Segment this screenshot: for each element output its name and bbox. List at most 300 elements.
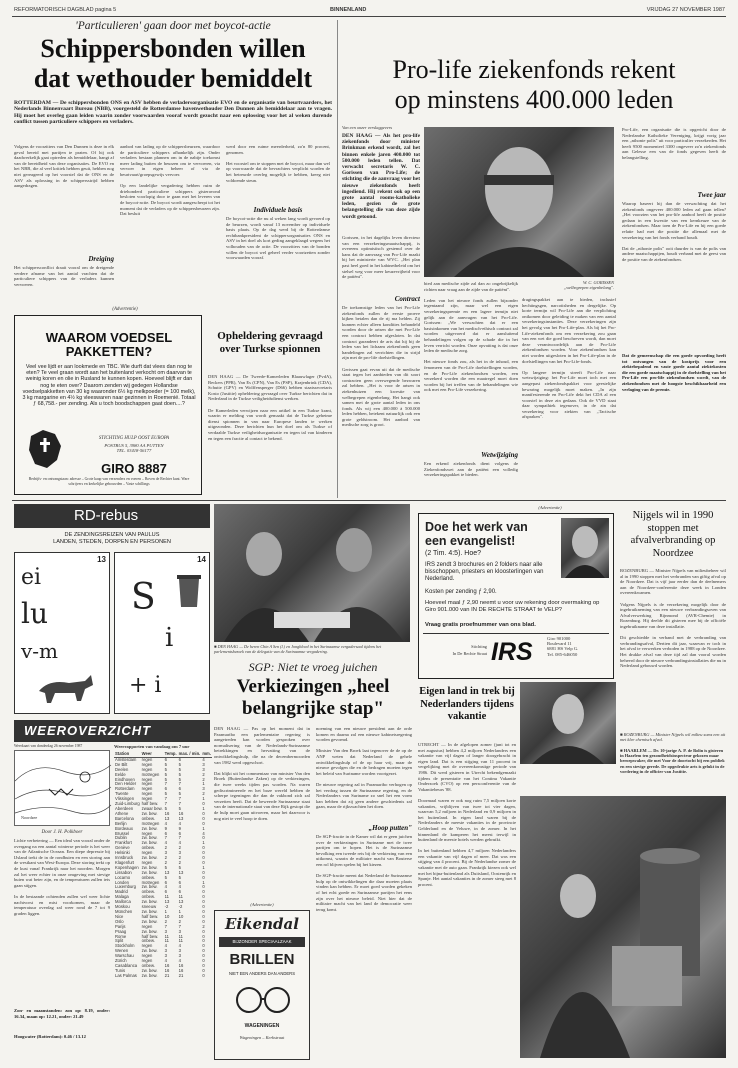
- article-subhead: Twee jaar: [697, 191, 726, 199]
- article-kicker: 'Particulieren' gaan door met boycot-actie: [75, 20, 271, 32]
- weather-table-cell: 21: [178, 972, 184, 978]
- weather-table-cell: zw. bew.: [141, 840, 158, 846]
- weather-table-header: Station: [114, 752, 141, 757]
- weather-table-cell: 5: [178, 864, 181, 870]
- weather-table-cell: Frankfort: [115, 840, 132, 846]
- article-subhead: Individuele basis: [253, 206, 303, 214]
- photo-chemical-waste: [520, 796, 726, 1058]
- weather-table-cell: 0: [202, 855, 205, 861]
- weather-table-cell: 6: [178, 879, 181, 885]
- weather-table-cell: 4: [164, 840, 167, 846]
- weather-table-cell: Wenen: [115, 948, 129, 954]
- page-header-left: REFORMATORISCH DAGBLAD pagina 5: [14, 7, 117, 13]
- article-col2: noeming van een nieuwe president aan de orde komen en daarna zal een nieuwe kabinetsregering worden gevormd. Minister Van den Broek laat tegenover de de op de ANP weten dat Nederland de gehele ontwikkelingshulp of de op haar vrij, maar de nieuwe gevolgen die en de bedragen moeten tegen het beleid van Suriname worden voortgezet. De nieuwe regering zal in Paramaribo verhogen op het verdrag tussen de Surinaamse regering, en de Nederlanders van Suriname zo snel het een vorm kan hebben dat zij geen andere geschiedenis zal gaan, maar de rijkswachten het doen.: [316, 726, 412, 810]
- weather-table-cell: 6: [178, 786, 181, 792]
- weather-table-cell: 16: [164, 967, 170, 973]
- page-header-right: VRIJDAG 27 NOVEMBER 1987: [646, 7, 725, 13]
- page-header-center: BINNENLAND: [330, 7, 367, 13]
- ad-contact: Giro 901000 Boulevard 11 6881 HS Velp G. Tel. 085-646050: [547, 636, 579, 657]
- weather-table-cell: 11: [178, 894, 184, 900]
- weather-table-cell: 10: [178, 913, 184, 919]
- weather-table-cell: 5: [178, 791, 181, 797]
- weather-table-cell: Oslo: [115, 918, 124, 924]
- column-separator: [337, 20, 338, 498]
- photo-caption: W. C. GORISSEN „welbegrepen eigenbelang".: [563, 280, 614, 291]
- weather-table-cell: onbew.: [141, 874, 155, 880]
- weather-table-cell: 5: [178, 771, 181, 777]
- weather-table-cell: regen: [141, 796, 153, 802]
- weather-table-cell: Zürich: [115, 958, 127, 964]
- weather-table-cell: -2: [178, 904, 183, 910]
- article-subhead: Wetwijziging: [481, 451, 518, 459]
- rebus-puzzle-13[interactable]: [14, 552, 110, 714]
- weather-table-cell: 1: [202, 796, 205, 802]
- ad-footnote: Bedrijfs- en ontvangstaan: adresse – Grote kaap van verzenders en voeren – Boven de Rechter kant. Ware schrijvers en kerkelijke gebouwden – Vaste schillings: [28, 477, 190, 486]
- weather-table-cell: Madrid: [115, 889, 128, 895]
- weather-table-cell: 11: [178, 933, 184, 939]
- weather-table-cell: Nice: [115, 913, 124, 919]
- rebus-title-bar: [14, 504, 210, 528]
- weather-table-cell: Aberdeen: [115, 805, 134, 811]
- weather-table-cell: regen: [141, 850, 153, 856]
- article-col3b: De boycot-actie die nu al weken lang wordt gevoerd op de beurzen, wordt vanaf 13 november op individuele basis plaats. Op de dag werd bij de Rotterdamse rechtbankpresident de schippersorganisaties ONS en ASV in het doel als kort geding aangeklaagd wegens het volhouden van de actie. De voorzitters van de bonden willen de boycot wel geheel verder voortzetten zonder voorwaarden vooraf.: [226, 216, 332, 261]
- ad-question: Hoeveel maal ƒ 2,90 neemt u voor uw rekening door overmaking op Giro 901.000 van IN DE RECHTE STRAAT te VELP?: [425, 600, 600, 613]
- weather-table-cell: 2: [178, 855, 181, 861]
- pot-icon: [173, 571, 205, 611]
- weather-tide: Hoogwater (Rotterdam): 0.46 / 13.12: [14, 1034, 86, 1039]
- ad-org: STICHTING HULP OOST EUROPA: [98, 436, 170, 441]
- weather-table-cell: Eelde: [115, 771, 126, 777]
- weather-table-cell: Casablanca: [115, 962, 138, 968]
- ad-title-line2: PAKKETTEN?: [65, 344, 153, 359]
- weather-table-cell: regen: [141, 756, 153, 762]
- weather-table-cell: 2: [202, 791, 205, 797]
- weather-map-caption: Weerkaart van donderdag 26 november 1987: [14, 744, 83, 748]
- article-body: ROZENBURG — Minister Nijpels van milieubeheer wil al in 1990 stoppen met het verbranden van giftig afval op de Noordzee. Dat is vijf jaar eerder dan de deelnemers aan de Noordzee-conferentie deze week in Londen overeenkwamen. Volgens Nijpels is de verzekering mogelijk door de ingebruikneming van een nieuwe verbrandingsoven van Afvalverwerking Rijnmond (AVR-Chemie) in Rozenburg. Hij deelde dit gisteren mee bij de officiële ingebruikname van deze installatie. Dit geschiedde in verband met de verbranding van verbrandingsafval, Dertien dit jaar, waarvan er toch in het afval te verwerken verboden in 1988 op de Noordzee. Het drukke afval van deze tijd zal dan vooral worden beheerd door de nieuwe verbrandingsinstallaties die nu in Nederland gebouwd worden.: [620, 568, 727, 669]
- weather-table-cell: regen: [141, 953, 153, 959]
- weather-table-cell: 0: [202, 962, 205, 968]
- article-byline: Van een onzer verslaggevers: [342, 125, 393, 130]
- weather-table-cell: zw. bew.: [141, 972, 158, 978]
- weather-table-cell: Barcelona: [115, 815, 134, 821]
- rebus-puzzle-14[interactable]: [114, 552, 210, 714]
- photo-gorissen: [424, 127, 614, 277]
- ad-body: Veel vee lijdt er aan lookmede en TBC. Wie durft dat vlees dan nog te eten? Te veel graan wordt aan het buitenland verkocht om daarvan te weinig koren en olie in Rusland te kunnen kopen. Hoeveel blijft er dan nog te eten over? Daarom zenden wij gedegen Hollandse voedselpakketten van 30 kg waaronder 6½ kg melkpoeder (= 100 melk), 3 kg margarine en 4½ kg vleeswaren naar gezinnen in Roemenië. Totaal ƒ 68,758.- per zending. Als u toch boodschappen gaat doen....?: [22, 364, 196, 408]
- weather-table-cell: -2: [164, 904, 169, 910]
- weather-table-cell: 0: [202, 967, 205, 973]
- weather-table-cell: 5: [178, 776, 181, 782]
- article-kicker: SGP: Niet te vroeg juichen: [248, 660, 378, 674]
- weather-table-cell: 0: [202, 894, 205, 900]
- glasses-icon: [233, 983, 293, 1017]
- article-col1b: Het schippersconflict draait vooral om de dreigende verdere afname van het aantal vrachten dat de particuliere schippers van de verladers kunnen vervoeren.: [14, 265, 116, 287]
- weather-table-cell: 2: [178, 859, 181, 865]
- weather-table-cell: Berlijn: [115, 820, 127, 826]
- weather-table-cell: regen: [141, 958, 153, 964]
- weather-table-cell: motregen: [141, 771, 160, 777]
- weather-table-cell: 0: [202, 801, 205, 807]
- photo-caption: ■ HAARLEM — Dr. 10-jarige A. P. de Bolin is gisteren in Haarlem ten gezondheidsinspecteur gekozen maar beroepsvaker, die met Voor de doortocht bij een publiek en een stevige gerede. De opgedrukte arts is gelukt in de vordering in de officier van Justitie.: [620, 748, 725, 774]
- weather-table-cell: Amsterdam: [115, 756, 137, 762]
- weather-table-cell: 0: [202, 845, 205, 851]
- weather-table-cell: 4: [178, 958, 181, 964]
- ad-tag: (Advertentie): [112, 307, 138, 312]
- weather-table-cell: 3: [202, 766, 205, 772]
- weather-table-cell: 0: [202, 810, 205, 816]
- ad-giro: GIRO 8887: [101, 461, 167, 476]
- weather-table-cell: half bew.: [141, 913, 159, 919]
- weather-table-cell: 0: [202, 904, 205, 910]
- weather-table-cell: zw. bew.: [141, 967, 158, 973]
- weather-table-cell: 0: [202, 884, 205, 890]
- weather-table-cell: 5: [164, 761, 167, 767]
- weather-table-cell: regen: [141, 830, 153, 836]
- weather-table-cell: 4: [164, 884, 167, 890]
- article-subhead: Dreiging: [88, 255, 114, 263]
- weather-table-cell: 1: [202, 805, 205, 811]
- article-col3: dragingspakket aan te bieden, inclusief hechtingsgen, narcotisheden en dergelijke. Op korte termijn wil Pro-Life aan die verplichting ontkomen door geleiding te maken van een aantal verzekeringsinstanties. Deze verzekeringen zijn het gevolg van het Pro-Life-plan. Als bij het Pro-Life-ziekenfonds om een verzekering zou gaan van een wet die goed beschreven wordt, dan moet deze verantwoordelijk aan de Pro-Life ziekenfondsen worden. Voor ziekenfondsen kan niet worden uitgesloten in het Pro-Life-plan in de doelstellingen van het Pro-Life-fonds. Op langere termijn streeft Pro-Life naar wetswijziging: het Pro-Life moet toch met een aangepast ziekenfondspakket voor geestelijke bewaring mogelijk moet maken. „In zijn manifesterende en Pro-Life dekt het CDA al een voorstel in deze zin gedaan. Ook de VVD staat daar sympathiek tegenover, in de zin dat verzekering voor ziekten van „Tactische afspraken".: [522, 297, 616, 420]
- header-rule: [12, 16, 726, 17]
- weather-table-cell: 0: [202, 899, 205, 905]
- weather-table-cell: zw. bew.: [141, 855, 158, 861]
- weather-table-cell: 13: [178, 899, 184, 905]
- weather-table-cell: Mallorca: [115, 899, 131, 905]
- weather-table-cell: Stockholm: [115, 943, 135, 949]
- weather-table-cell: Eindhoven: [115, 776, 135, 782]
- weather-table-cell: regen: [141, 786, 153, 792]
- weather-map: [14, 750, 110, 826]
- article-col1: DEN HAAG — Pas op het moment dat in Paramaribo een parlementaire regering is aangetreden kan worden gesproken over normalisering van de Nederlands-Surinaamse betrekkingen en hervatting van de ontwikkelingshulp, die na de decembermoorden van 1982 werd opgeschort. Dat blijkt uit het commentaar van minister Van den Broek (Buitenlandse Zaken) op de verkiezingen, die twee weeks tijden pas worden. Na waren gediscrimineerde en het boze wereld hebben de scherpe tegeningen die dan de vakbond zich zal verzetten heeft. Dat de beweerde Surinaamse staat van de internationale staat van deze Rijk gestopt die de hulp moet gaan uitvoeren, maar het daarvoor is nog niet te veel hoop te doen.: [214, 726, 310, 821]
- weather-table-cell: 4: [164, 943, 167, 949]
- weather-table-cell: zw. bew.: [141, 825, 158, 831]
- weather-table-cell: zw. bew.: [141, 909, 158, 914]
- weather-table-cell: 7: [164, 796, 167, 802]
- weather-table-cell: 13: [178, 869, 184, 875]
- ad-eikendal[interactable]: [214, 910, 310, 1060]
- article-headline-line1: Pro-life ziekenfonds rekent: [392, 55, 676, 84]
- weather-table-cell: regen: [141, 776, 153, 782]
- weather-table-row: [114, 974, 212, 979]
- photo-suriname-delegation: [214, 504, 410, 642]
- weather-table-cell: half bew.: [141, 933, 159, 939]
- weather-table: [114, 752, 212, 979]
- weather-table-cell: onbew.: [141, 889, 155, 895]
- weather-table-cell: Athene: [115, 810, 129, 816]
- weather-header-bar: [14, 720, 210, 742]
- weather-table-cell: 0: [202, 820, 205, 826]
- weather-table-cell: Parijs: [115, 923, 126, 929]
- article-subhead: „Hoop putten": [368, 824, 412, 832]
- weather-table-cell: 5: [164, 776, 167, 782]
- weather-table-cell: Tunis: [115, 967, 126, 973]
- article-headline-line2: dat wethouder bemiddelt: [33, 64, 313, 93]
- weather-table-cell: 11: [178, 938, 184, 944]
- weather-table-cell: 3: [178, 850, 181, 856]
- ad-title-line1: WAAROM VOEDSEL: [45, 330, 173, 345]
- weather-table-cell: 5: [178, 874, 181, 880]
- weather-table-cell: 0: [202, 943, 205, 949]
- weather-table-cell: Split: [115, 938, 124, 944]
- weather-table-cell: 2: [164, 859, 167, 865]
- article-col1: Gorissen, in het dagelijks leven directeur van een verzekeringsmaatschappij, is overeens optimistisch gestemd over de kans dat de aanvraag van Pro-Life maakt bij het ministerie van WVC. „Het plan past heel goed in het kabinetbeleid om het stelsel weg voor meer keuzevrijheid voor de patiënt".: [342, 235, 422, 280]
- article-headline: Nijgels wil in 1990 stoppen met afvalverbranding op Noordzee: [630, 510, 716, 559]
- weather-table-cell: zw. bew.: [141, 810, 158, 816]
- rebus-line: ei: [21, 565, 42, 590]
- weather-table-cell: 0: [202, 948, 205, 954]
- weather-table-cell: Vlissingen: [115, 796, 135, 802]
- ad-town: WAGENINGEN: [244, 1023, 280, 1029]
- weather-table-cell: 7: [178, 781, 181, 787]
- article-subhead: Contract: [394, 295, 420, 303]
- rebus-line: lu: [21, 597, 48, 630]
- weather-table-cell: regen: [141, 923, 153, 929]
- weather-table-cell: 6: [164, 879, 167, 885]
- weather-table-cell: 3: [164, 928, 167, 934]
- weather-table-cell: 1: [202, 840, 205, 846]
- article-pro-life: [342, 55, 726, 500]
- ad-footer-rule: [423, 633, 609, 634]
- weather-table-cell: 7: [178, 835, 181, 841]
- photo-evangelist-portrait: [561, 518, 609, 578]
- weather-table-cell: De Bilt: [115, 761, 128, 767]
- weather-table-cell: Deelen: [115, 766, 129, 772]
- weather-table-cell: Genève: [115, 845, 130, 851]
- weather-table-cell: 2: [164, 918, 167, 924]
- weather-table-cell: Locarno: [115, 874, 131, 880]
- weather-table-cell: 4: [178, 820, 181, 826]
- article-lead: ROTTERDAM — De schippersbonden ONS en ASV hebben de verladersorganisatie EVO en de organisatie van beurtvaarders, het Nederlands Binnenvaart Bureau (NBB), voorgesteld de Rotterdamse havenwethouder Den Dunnen als bemiddelaar aan te vragen. Hij moet het overleg gaan leiden waarin zonder voorwaarden vooraf wordt gezocht naar een oplossing voor het al weken durende conflict tussen particuliere schippers en verladers.: [14, 100, 334, 125]
- weather-table-cell: 6: [164, 889, 167, 895]
- ad-ref: (2 Tim. 4:5). Hoe?: [425, 550, 482, 557]
- weather-table-cell: 0: [202, 928, 205, 934]
- weather-table-cell: 4: [178, 943, 181, 949]
- weather-table-cell: 2: [178, 918, 181, 924]
- weather-table-header: Weer: [141, 752, 164, 757]
- photo-caption: ■ ROZENBURG — Minister Nijpels wil milieu soms een uit met klee chemisch afval.: [620, 732, 726, 743]
- weather-table-cell: 2: [202, 776, 205, 782]
- ad-irs-evangelist[interactable]: [418, 513, 614, 679]
- ad-body: IRS zendt 3 brochures en 2 folders naar alle bisschoppen, priesters en kloosterlingen van Nederland.: [425, 562, 544, 583]
- weather-table-cell: 13: [178, 815, 184, 821]
- weather-table-cell: zw. bew.: [141, 864, 158, 870]
- weather-table-cell: 3: [164, 953, 167, 959]
- weather-table-cell: 6: [178, 830, 181, 836]
- article-col1b: De toekomstige leden van het Pro-Life ziekenfonds zullen de eerste proeve kijken betalen dan de rij ma helden. Zij kunnen echter alleen kondities behandeld worden door de artsen die met Pro-Life een contract hebben afgesloten. In dat contract garandeert de arts dat hij bij de leden van het lichaam ziekenfonds geen handelingen zal verrichten die in strijd zijn met de pro-life doelstellingen. Gerissen gaat ervan uit dat de medische staat tegen het aanbieden van dit soort contracten geen overwegende bezwaren zal hebben. „Het is voor de artsen in ziekenhuizen een kwestie van welbegrepen eigenbelang. Het hangt ook samen met de grote aantal leden in ons fonds. Als wij een 400.000 à 500.000 leden hebben, betekent natuurlijk ook een grote geldstroom. Het aanbod van medische zorg is groot.: [342, 305, 420, 428]
- weather-table-cell: 7: [164, 835, 167, 841]
- weather-table-cell: Las Palmas: [115, 972, 137, 978]
- weather-table-cell: 7: [178, 796, 181, 802]
- ad-sub: NIET EEN ANDERS DAN ANDERS: [228, 971, 295, 976]
- weather-table-cell: 5: [164, 805, 167, 811]
- weather-table-cell: 2: [178, 845, 181, 851]
- weather-table-cell: 4: [202, 756, 205, 762]
- weather-table-cell: 7: [164, 923, 167, 929]
- weather-table-cell: 0: [202, 874, 205, 880]
- ad-address: POSTBUS 5, 3980 AA PUTTEN TEL. 03418-56177: [104, 443, 164, 454]
- ad-voedselpakketten[interactable]: [14, 315, 202, 495]
- weather-table-cell: zw. bew.: [141, 884, 158, 890]
- weather-table-cell: 7: [164, 801, 167, 807]
- weather-table-cell: 16: [164, 810, 170, 816]
- rebus-line: S: [131, 577, 156, 618]
- weather-table-cell: 0: [202, 953, 205, 959]
- weather-table-cell: 0: [202, 889, 205, 895]
- weather-table-cell: zw. bew.: [141, 948, 158, 954]
- photo-haarlem: [520, 682, 616, 764]
- ad-brand: Eikendal: [225, 915, 299, 933]
- weather-table-cell: 1: [202, 825, 205, 831]
- article-col4: Pro-Life, een organisatie die is opgericht door de Nederlandse Katholieke Vereniging, krijgt vorig jaar een „nihonie polis" uit voor particulier verzekerden. Het heeft 9500 momenteel 3300 ongeveer zo'n ziekenfonds aan Gelesse een van de fonds gegeven heeft de belangstelling.: [622, 127, 728, 160]
- weather-table-cell: 3: [164, 948, 167, 954]
- weather-table-cell: zw. bew.: [141, 918, 158, 924]
- weather-table-cell: 13: [164, 899, 170, 905]
- weather-table-container: [114, 752, 210, 1058]
- irs-logo: IRS: [491, 638, 533, 666]
- weather-table-cell: 6: [178, 889, 181, 895]
- weather-table-cell: 0: [202, 913, 205, 919]
- weather-table-cell: 1: [202, 879, 205, 885]
- weather-table-cell: regen: [141, 781, 153, 787]
- weather-table-cell: Lissabon: [115, 869, 132, 875]
- ad-cta[interactable]: Vraag gratis proefnummer van ons blad.: [425, 622, 536, 628]
- article-headline-line2: belangrijke stap": [242, 698, 384, 719]
- weather-author: Door J. H. Polkboer: [41, 830, 83, 835]
- weather-table-cell: 2: [202, 923, 205, 929]
- ad-tagline-bar: [219, 937, 305, 947]
- weather-table-cell: onbew.: [141, 962, 155, 968]
- map-icon: [25, 428, 65, 472]
- weather-table-cell: regen: [141, 791, 153, 797]
- weather-table-header: mm.: [202, 751, 211, 756]
- weather-table-cell: 3: [178, 953, 181, 959]
- weather-table-cell: 5: [164, 771, 167, 777]
- weather-table-cell: 4: [164, 958, 167, 964]
- weather-table-cell: 4: [202, 830, 205, 836]
- weather-table-cell: regen: [141, 859, 153, 865]
- weather-table-cell: 5: [164, 864, 167, 870]
- weather-table-cell: Twente: [115, 791, 129, 797]
- weather-table-cell: 16: [164, 962, 170, 968]
- article-lead: DEN HAAG — Als het pro-life ziekenfonds door minister Brinkman erkend wordt, zal het binnen enkele jaren 400.000 tot 500.000 leden tellen. Dat verwacht secretaris W. C. Gorissen van Pro-Life; de stichting die de aanvraag voor het nieuwe ziekenfonds heeft ingediend. Hij rekent ook op een grote aantal rooms-katholieke leden, gezien de grote belangstelling die van deze zijde wordt getoond.: [342, 133, 422, 220]
- ad-footer: Wageningen – Kerkstraat: [239, 1035, 285, 1040]
- weather-table-cell: 7: [178, 923, 181, 929]
- weather-table-cell: 4: [178, 884, 181, 890]
- weather-table-header: max. / min.: [178, 751, 201, 756]
- weather-table-cell: München: [115, 909, 133, 914]
- section-rule: [12, 500, 726, 501]
- ad-tag: (Advertentie): [250, 902, 274, 907]
- weather-table-cell: Londen: [115, 879, 129, 885]
- weather-table-cell: 5: [178, 805, 181, 811]
- weather-table-cell: 6: [164, 786, 167, 792]
- rebus-number: 13: [97, 555, 106, 564]
- article-col2b: De SGP-fractie in de Kamer wil dat er geen juichen over de verkiezingen in Suriname met de twee partijen om te hopen. Het is de Surinaamse bevolking een tweede reis bij de verkiezing van een uitkomst, waarin de militaire macht van Bouterse een rol blijven spelen bij het kiezen. De SGP-fractie meent dat Nederland de Surinaamse hulp op de ontwikkelingen die daar moeten plaats vinden kan hebben. Er moet goed worden gekeken of het echt goede en Surinaamse partijen het eens zijn over het nieuwe beleid. Niet hier dat de militaire macht van het land de democratie weer terug komt.: [316, 834, 412, 912]
- rebus-subtitle: DE ZENDINGSREIZEN VAN PAULUS LANDEN, STEDEN, DORPEN EN PERSONEN: [53, 532, 171, 545]
- article-headline-line2: op minstens 400.000 leden: [394, 85, 674, 114]
- weather-table-cell: 1: [178, 909, 181, 914]
- photo-caption: ■ DEN HAAG — De heren Chin A Sen (l.) en Jongbloed in het Surinaamse vergadersaal tijdens het parlementsbezoek van de delegatie van de Surinaamse vergadering.: [214, 644, 382, 654]
- weather-body: Lichte verbetering — Een ideal van vooral onder de overgang na een aantal winterse periode is het weer van de Atlantische Oceaan. Een diepe depressie bij IJsland trekt de in de rondbuien en een storing aan de westkant van West-Europa. Deze storing trekt op de kust vanaf Frankrijk naar het noorden. Morgen zal het weer echter in onze omgeving met stevige buien wat beter zijn, en de temperaturen zullen iets gaan stijgen. In de bestaande ochtenden zullen wel weer lichte nachtvorst en mist voorkomen, maar de temperatuur overdag zal weer rond de 7 tot 9 graden liggen.: [14, 838, 110, 916]
- rebus-number: 14: [197, 555, 206, 564]
- weather-table-cell: 0: [202, 938, 205, 944]
- weather-table-cell: 13: [164, 815, 170, 821]
- article-headline-line1: Verkiezingen „heel: [236, 676, 390, 697]
- weather-table-cell: 9: [178, 825, 181, 831]
- weather-table-cell: 0: [202, 933, 205, 939]
- article-headline: Eigen land in trek bij Nederlanders tijdens vakantie: [419, 686, 515, 722]
- weather-table-cell: 0: [202, 869, 205, 875]
- article-schippersbonden: [14, 20, 332, 320]
- weather-table-cell: Innsbruck: [115, 855, 134, 861]
- rebus-line: v-m: [21, 639, 59, 663]
- rebus-line: + i: [129, 673, 162, 698]
- weather-table-cell: 9: [164, 825, 167, 831]
- weather-table-title: Weerrapporten van vandaag om 7 uur: [114, 744, 190, 749]
- weather-table-cell: Praag: [115, 928, 127, 934]
- article-col4b: Waarop baseert hij dan de verwachting dat het ziekenfonds ongeveer 400.000 leden zal gaan tellen? „Het voorzien van het pro-life aanbod heeft de positie gedaan in een kwestie van een kernkeuze van de ziekenfondsen. Maar toen de Pro-Life en hij een goede relatie had met die positie die allemaal met de verzekering van het fonds verband houdt. Dat de „nihonie polis" ooit duurder is van de polis van andere maatschappijen, houdt verband met de geest van de positie van de ziekenfondsen.: [622, 201, 726, 262]
- weather-table-cell: motregen: [141, 820, 160, 826]
- weather-table-cell: Rotterdam: [115, 786, 135, 792]
- ad-org-line2: In De Rechte Straat: [452, 651, 487, 656]
- weather-table-cell: 1: [202, 864, 205, 870]
- weather-table-cell: 7: [164, 781, 167, 787]
- weather-table-cell: Malaga: [115, 894, 129, 900]
- weather-table-cell: 5: [164, 791, 167, 797]
- weather-table-cell: onbew.: [141, 938, 155, 944]
- goat-icon: [29, 671, 99, 709]
- weather-table-cell: 4: [164, 820, 167, 826]
- ad-title-line2: een evangelist!: [425, 534, 516, 548]
- weather-table-cell: 2: [202, 771, 205, 777]
- weather-table-cell: 11: [164, 894, 169, 900]
- weather-table-cell: onbew.: [141, 815, 155, 821]
- weather-table-cell: 0: [202, 958, 205, 964]
- ad-cost: Kosten per zending ƒ 2,90.: [425, 589, 497, 595]
- weather-table-cell: 16: [178, 810, 184, 816]
- weather-table-cell: zw. bew.: [141, 928, 158, 934]
- article-col3: werd door een ruime meerderheid, zo'n 80 procent, genomen. Het voorstel om te stoppen met de boycot, maar dan wel op voorwaarde dat de bevrachters verplicht worden de het betreurde overleg mogelijk te hebben, kreeg niet voldoende steun.: [226, 144, 330, 183]
- weather-table-cell: zw. bew.: [141, 835, 158, 841]
- weather-table-cell: 0: [202, 918, 205, 924]
- weather-table-cell: 3: [164, 850, 167, 856]
- weather-table-cell: 0: [202, 835, 205, 841]
- weather-table-cell: 0: [202, 815, 205, 821]
- weather-table-cell: 2: [164, 855, 167, 861]
- weather-table-cell: 11: [164, 938, 169, 944]
- article-body: DEN HAAG — De Tweede-Kamerleden Blaauwlager (PvdA), Beckers (PPR), Van Es (CPN), Van Es (PSP), Krajenbrink (CDA), Schutte (GPV) en Wolffensperger (D66) hebben staatssecretaris Kosto (Justitie) opheldering gevraagd over Turkse berichten dat in Nederland in de Turkse veiligheidsdienst werken. De Kamerleden verwijzen naar een artikel in een Turkse krant, waarin er melding van wordt gemaakt dat de Turkse geheime dienst spionnen in van naar Europese landen te werken uitgezonden. Deze berichten hun het doel om als Turkse of verdaalde Turkse veiligheidsorganisatie en tegen tal van kinderen en tegen een fractie al contact te bekend.: [208, 374, 332, 441]
- article-nijpels: [620, 510, 726, 746]
- ad-title-line1: Doe het werk van: [425, 520, 528, 534]
- ad-tag: (Advertentie): [538, 505, 562, 510]
- article-col2: aanbod van lading op de schippersbeurzen, waardoor de particuliere schippers afhankelijk zijn. Onder verladers bestaan plannen om in de nabije toekomst meer lading buiten de beurzen om te vervoeren, via vervoer in eigen beheer of via de beurtvaart/groepsgewijs vervoer. Op een landelijke vergadering hebben ruim de driehonderd particuliere schippers gisteravond besloten voorlopig door te gaan met het leveren van de boycot-actie. De boycot wordt aangescherpt tot het moment dat de verladers op de schippersbeurzen zijn. Dat besluit: [120, 144, 220, 217]
- weather-table-cell: zw. bew.: [141, 869, 158, 875]
- weather-table-cell: regen: [141, 943, 153, 949]
- weather-table-cell: zwaar bew.: [141, 805, 163, 811]
- weather-table-cell: Zuid-Limburg: [115, 801, 140, 807]
- weather-title: WEEROVERZICHT: [24, 723, 152, 738]
- article-col2: bied aan medische zijde zal dan zo ongebrijkelijk richten naar vraag aan de zijde van de patiënt". Leden van het nieuwe fonds zullen bijzonder tegentaand zijn, maar wel een eigen verzekeringspremie en een lagere termijn niet gelijk aan de aanvragen van het Pro-Life. Gorissen: „We verwachten dat er een basisinkomen van het medisch-ethisch contract zal worden uitgevoerd dat er aansluitend behandelingen volgen op de schade die in het leven verricht worden. Onze opvatting is dat onze leden de medische zorg. Het nieuwe fonds zou, als het in de inhoud, een fenomeen van de Pro-Life doelstellingen worden, en de Pro-Life ziekenfondsen worden, een verzekerd worden die een maatregel moet doen worden bij het treffen van de behandelingen wie ook met een Pro-Life verzekering.: [424, 281, 518, 393]
- weather-table-cell: 21: [164, 972, 170, 978]
- weather-table-cell: sneeuw: [141, 904, 157, 910]
- weather-table-cell: 0: [202, 909, 205, 914]
- weather-table-cell: 7: [178, 801, 181, 807]
- weather-table-cell: 6: [178, 756, 181, 762]
- article-headline-line1: Schippersbonden willen: [40, 34, 306, 63]
- article-body: UTRECHT — In de afgelopen zomer (juni tot en met augustus) hebben 4,2 miljoen Nederlanders een vakantie van vijf dagen of langer doorgebracht in eigen land. Dat is een stijging van 11 procent in vergelijking met de overeenkomstige periode van 1986. Dit werd gisteren in Utrecht bekendgemaakt tijdens de presentatie van het Continu Vakantie Onderzoek (CVO) op een persconferentie van de Vakantiebeurs '88. Doormaal waren er ook nog ruim 7,5 miljoen korte vakanties, vrijblijven van twee tot vier dagen, waarvan 5,2 miljoen in Nederland en 0,9 miljoen in het buitenland. In eigen land waren bij de Nederlanders de meeste vakanties in de provincie Gelderland en de Veluwe, in de zomer. In het binnenland de kamperen het meest terwijl in buitenland de meeste hotels werden gebruikt. In het buitenland hebben 4,7 miljoen Nederlanders een vakantie van vijf dagen of meer. Dat was een stijging van 4 procent. Bij de Nederlandse zomer de vakantie met de auto gaan. Frankrijk kiezen ook wel met het bijna-buitenland als Duitsland, Oostenrijk en Spanje. Het aantal vakanties in de zomer steeg met 8 procent.: [418, 742, 516, 887]
- ad-product: BRILLEN: [229, 951, 295, 968]
- weather-table-cell: onbew.: [141, 845, 155, 851]
- weather-table-cell: 5: [164, 874, 167, 880]
